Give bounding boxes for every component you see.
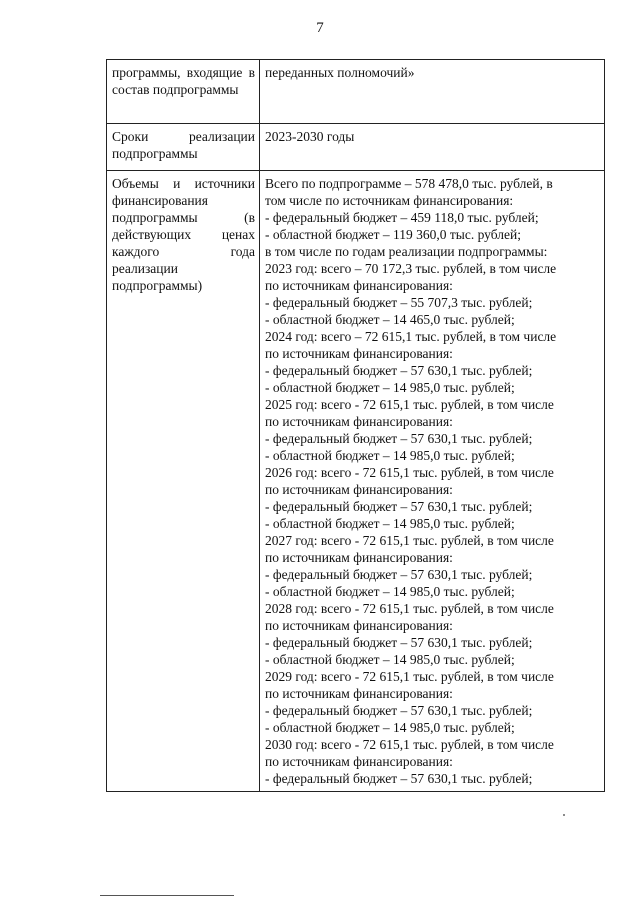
value-line: - федеральный бюджет – 57 630,1 тыс. рублей; xyxy=(265,431,533,446)
value-line: - федеральный бюджет – 57 630,1 тыс. рублей; xyxy=(265,771,533,786)
value-line: по источникам финансирования: xyxy=(265,618,453,633)
value-line: - федеральный бюджет – 57 630,1 тыс. рублей; xyxy=(265,499,533,514)
row-label: Сроки реализации подпрограммы xyxy=(112,129,255,161)
value-line: - областной бюджет – 14 985,0 тыс. рублей; xyxy=(265,516,515,531)
value-line: по источникам финансирования: xyxy=(265,278,453,293)
row-label-cell xyxy=(107,60,260,124)
value-line: - федеральный бюджет – 57 630,1 тыс. рублей; xyxy=(265,703,533,718)
value-line: - федеральный бюджет – 57 630,1 тыс. рублей; xyxy=(265,567,533,582)
value-line: 2024 год: всего – 72 615,1 тыс. рублей, в том числе xyxy=(265,329,557,344)
row-label-cell xyxy=(107,124,260,171)
value-line: переданных полномочий» xyxy=(265,65,415,80)
value-line: по источникам финансирования: xyxy=(265,754,453,769)
row-value-lines xyxy=(265,175,600,787)
passport-table xyxy=(106,59,605,792)
value-line: по источникам финансирования: xyxy=(265,686,453,701)
value-line: - областной бюджет – 14 465,0 тыс. рублей; xyxy=(265,312,515,327)
value-line: - областной бюджет – 119 360,0 тыс. рублей; xyxy=(265,227,521,242)
scan-speck xyxy=(563,814,565,816)
row-value-cell xyxy=(260,171,605,792)
value-line: - федеральный бюджет – 57 630,1 тыс. рублей; xyxy=(265,363,533,378)
value-line: - федеральный бюджет – 459 118,0 тыс. рублей; xyxy=(265,210,539,225)
value-line: 2023 год: всего – 70 172,3 тыс. рублей, в том числе xyxy=(265,261,557,276)
value-line: - областной бюджет – 14 985,0 тыс. рублей; xyxy=(265,584,515,599)
value-line: - федеральный бюджет – 57 630,1 тыс. рублей; xyxy=(265,635,533,650)
value-line: 2028 год: всего - 72 615,1 тыс. рублей, в том числе xyxy=(265,601,554,616)
value-line: - областной бюджет – 14 985,0 тыс. рублей; xyxy=(265,448,515,463)
value-line: 2023-2030 годы xyxy=(265,129,355,144)
value-line: в том числе по годам реализации подпрограммы: xyxy=(265,244,548,259)
value-line: - областной бюджет – 14 985,0 тыс. рублей; xyxy=(265,652,515,667)
row-value-lines xyxy=(265,128,600,145)
value-line: - областной бюджет – 14 985,0 тыс. рублей; xyxy=(265,720,515,735)
row-value-cell xyxy=(260,60,605,124)
row-label: программы, входящие в состав подпрограммы xyxy=(112,65,255,97)
value-line: по источникам финансирования: xyxy=(265,550,453,565)
table-row xyxy=(107,171,605,792)
value-line: 2030 год: всего - 72 615,1 тыс. рублей, в том числе xyxy=(265,737,554,752)
page-number: 7 xyxy=(316,20,324,36)
value-line: 2025 год: всего - 72 615,1 тыс. рублей, в том числе xyxy=(265,397,554,412)
value-line: - федеральный бюджет – 55 707,3 тыс. рублей; xyxy=(265,295,533,310)
table-row xyxy=(107,124,605,171)
value-line: том числе по источникам финансирования: xyxy=(265,193,514,208)
value-line: 2026 год: всего - 72 615,1 тыс. рублей, в том числе xyxy=(265,465,554,480)
value-line: по источникам финансирования: xyxy=(265,346,453,361)
value-line: - областной бюджет – 14 985,0 тыс. рублей; xyxy=(265,380,515,395)
row-value-lines xyxy=(265,64,600,81)
row-label: Объемы и источники финансирования подпрограммы (в действующих ценах каждого года реализации подпрограммы) xyxy=(112,176,255,293)
row-value-cell xyxy=(260,124,605,171)
table-row xyxy=(107,60,605,124)
value-line: 2029 год: всего - 72 615,1 тыс. рублей, в том числе xyxy=(265,669,554,684)
row-label-cell xyxy=(107,171,260,792)
value-line: по источникам финансирования: xyxy=(265,482,453,497)
value-line: 2027 год: всего - 72 615,1 тыс. рублей, в том числе xyxy=(265,533,554,548)
footer-rule xyxy=(100,895,234,896)
value-line: Всего по подпрограмме – 578 478,0 тыс. рублей, в xyxy=(265,176,553,191)
value-line: по источникам финансирования: xyxy=(265,414,453,429)
